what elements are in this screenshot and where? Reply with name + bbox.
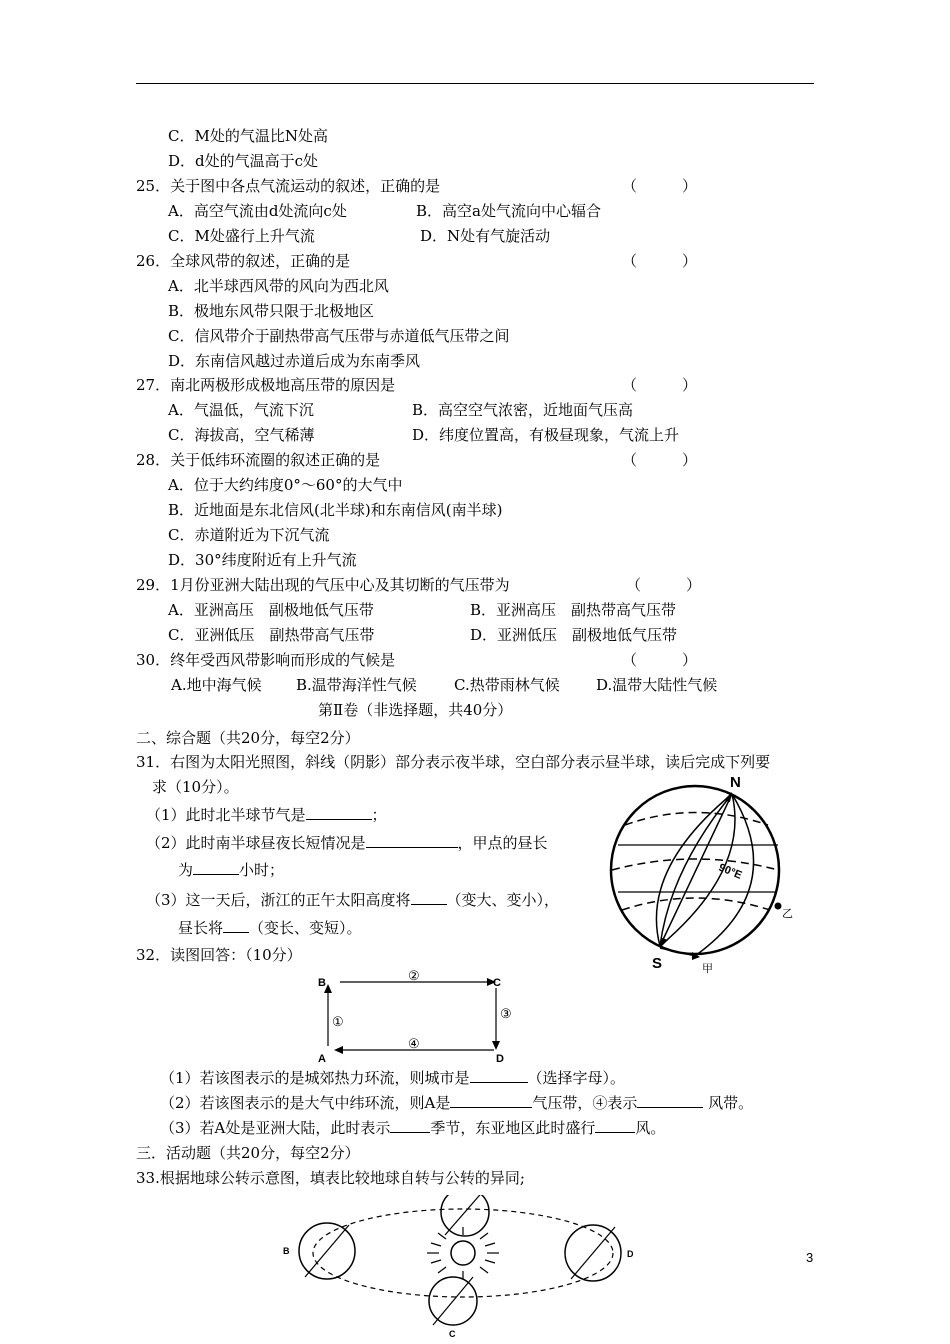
- arrow-4-head: [334, 1046, 343, 1054]
- corner-a-label: A: [318, 1053, 326, 1064]
- q27-option-b: B．高空空气浓密，近地面气压高: [412, 401, 634, 419]
- q30-option-d: D.温带大陆性气候: [596, 676, 718, 694]
- q30-option-b: B.温带海洋性气候: [296, 676, 417, 694]
- circulation-diagram: [310, 968, 520, 1064]
- q31-part3-daylen-choice: （变长、变短）。: [249, 919, 362, 937]
- q29-option-a: A．亚洲高压 副极地低气压带: [168, 601, 374, 619]
- q26-stem: 26．全球风带的叙述，正确的是: [136, 252, 351, 270]
- q24-option-d: D．d处的气温高于c处: [168, 152, 319, 170]
- q32-part3-mid: 季节，东亚地区此时盛行: [430, 1119, 596, 1137]
- q32-part3-blank2[interactable]: [595, 1118, 635, 1133]
- q31-part2-hours-blank[interactable]: [193, 860, 239, 875]
- q30-option-a: A.地中海气候: [171, 676, 262, 694]
- q25-answer-paren: （ ）: [622, 177, 698, 195]
- q27-stem: 27．南北两极形成极地高压带的原因是: [136, 376, 396, 394]
- q31-stem-cont: 求（10分）。: [152, 778, 239, 796]
- q31-part1-blank[interactable]: [306, 805, 372, 820]
- meridian-90e-label: 90°E: [716, 861, 744, 882]
- section-two-heading: 二、综合题（共20分，每空2分）: [136, 729, 360, 747]
- q26-option-a: A．北半球西风带的风向为西北风: [168, 277, 389, 295]
- q28-option-d: D．30°纬度附近有上升气流: [168, 551, 357, 569]
- q24-option-c: C．M处的气温比N处高: [168, 127, 328, 145]
- earth-c-axis: [433, 1277, 473, 1325]
- q32-part3: [160, 1118, 665, 1138]
- earth-d-axis: [571, 1227, 615, 1279]
- q31-part3-blank[interactable]: [411, 890, 447, 905]
- q31-part2-text: （2）此时南半球昼夜长短情况是: [146, 834, 366, 852]
- sun-icon: [451, 1241, 475, 1265]
- meridian-arc-4: [692, 794, 754, 958]
- arrow-1-label: ①: [332, 1014, 344, 1029]
- q31-part2-wei: 为: [178, 861, 194, 879]
- header-rule: [136, 83, 814, 84]
- section-three-heading: 三．活动题（共20分，每空2分）: [136, 1144, 360, 1162]
- q25-option-c: C．M处盛行上升气流: [168, 227, 315, 245]
- q25-option-b: B．高空a处气流向中心辐合: [416, 202, 601, 220]
- q31-part3-daylen: 昼长将: [178, 919, 224, 937]
- q29-option-c: C．亚洲低压 副热带高气压带: [168, 626, 375, 644]
- q31-part2-hours: 小时；: [239, 861, 285, 879]
- jia-pointer: [660, 948, 696, 956]
- q29-answer-paren: （ ）: [626, 576, 702, 594]
- orbit-label-d: D: [627, 1249, 634, 1259]
- q32-part3-text: （3）若A处是亚洲大陆，此时表示: [160, 1119, 391, 1137]
- q30-stem: 30．终年受西风带影响而形成的气候是: [136, 651, 396, 669]
- orbit-path: [313, 1209, 613, 1297]
- arrow-3-head: [492, 1041, 500, 1050]
- earth-position-a: [441, 1195, 489, 1236]
- q26-option-b: B．极地东风带只限于北极地区: [168, 302, 375, 320]
- q29-stem: 29．1月份亚洲大陆出现的气压中心及其切断的气压带为: [136, 576, 510, 594]
- point-jia-label: 甲: [702, 963, 713, 975]
- sunlight-globe-diagram: [600, 770, 800, 980]
- q31-stem: 31．右图为太阳光照图，斜线（阴影）部分表示夜半球，空白部分表示昼半球，读后完成下列要: [136, 753, 771, 771]
- q25-option-a: A．高空气流由d处流向c处: [168, 202, 347, 220]
- q31-part3: [146, 890, 559, 910]
- q28-stem: 28．关于低纬环流圈的叙述正确的是: [136, 451, 381, 469]
- sun-rays: [427, 1227, 499, 1279]
- q30-answer-paren: （ ）: [622, 651, 698, 669]
- q32-part1-blank[interactable]: [470, 1068, 528, 1083]
- q32-part2: [160, 1093, 753, 1113]
- q30-option-c: C.热带雨林气候: [454, 676, 560, 694]
- arrow-3-label: ③: [500, 1006, 512, 1021]
- orbit-label-c: C: [449, 1329, 456, 1339]
- point-yi-label: 乙: [782, 908, 793, 920]
- q32-part1-text: （1）若该图表示的是城郊热力环流，则城市是: [160, 1069, 470, 1087]
- q31-part1: [146, 805, 387, 825]
- q32-part2-blank1[interactable]: [450, 1093, 532, 1108]
- q28-option-c: C．赤道附近为下沉气流: [168, 526, 330, 544]
- corner-c-label: C: [493, 977, 501, 989]
- q32-part2-end: 风带。: [703, 1094, 754, 1112]
- q31-part3-daylen-blank[interactable]: [223, 918, 249, 933]
- q31-part1-text: （1）此时北半球节气是: [146, 806, 306, 824]
- q32-part2-blank2[interactable]: [637, 1093, 703, 1108]
- q28-option-b: B．近地面是东北信风(北半球)和东南信风(南半球): [168, 501, 503, 519]
- north-label: N: [730, 774, 741, 791]
- q26-option-c: C．信风带介于副热带高气压带与赤道低气压带之间: [168, 327, 510, 345]
- arrow-4-label: ④: [408, 1036, 420, 1051]
- orbit-label-b: B: [283, 1246, 290, 1256]
- q25-option-d: D．N处有气旋活动: [420, 227, 551, 245]
- q31-part2-mid: ，甲点的昼长: [457, 834, 548, 852]
- q31-part2-blank[interactable]: [366, 833, 458, 848]
- point-yi-dot: [775, 903, 782, 910]
- q31-part2-line2: [178, 860, 284, 880]
- q32-stem: 32．读图回答：（10分）: [136, 946, 302, 964]
- q28-option-a: A．位于大约纬度0°～60°的大气中: [168, 476, 403, 494]
- q32-part3-blank1[interactable]: [390, 1118, 430, 1133]
- q31-part3-line2: [178, 918, 362, 938]
- south-label: S: [652, 955, 663, 972]
- q31-part3-choice: （变大、变小），: [446, 891, 560, 909]
- earth-orbit-diagram: [275, 1195, 655, 1344]
- earth-b-axis: [305, 1225, 349, 1277]
- q27-answer-paren: （ ）: [622, 376, 698, 394]
- q27-option-d: D．纬度位置高，有极昼现象，气流上升: [412, 426, 680, 444]
- q31-part1-end: ；: [371, 806, 387, 824]
- arrow-2-label: ②: [408, 968, 420, 983]
- q26-option-d: D．东南信风越过赤道后成为东南季风: [168, 352, 421, 370]
- q28-answer-paren: （ ）: [622, 451, 698, 469]
- q32-part1-end: （选择字母）。: [527, 1069, 626, 1087]
- latitude-line-3: [622, 898, 770, 910]
- q32-part3-end: 风。: [635, 1119, 666, 1137]
- earth-a-axis: [445, 1195, 485, 1235]
- q31-part3-text: （3）这一天后，浙江的正午太阳高度将: [146, 891, 411, 909]
- q27-option-c: C．海拔高，空气稀薄: [168, 426, 315, 444]
- q29-option-b: B．亚洲高压 副热带高气压带: [470, 601, 677, 619]
- q29-option-d: D．亚洲低压 副极地低气压带: [470, 626, 678, 644]
- part-two-heading: 第Ⅱ卷（非选择题，共40分）: [318, 701, 513, 719]
- page-number: 3: [806, 1250, 814, 1265]
- q27-option-a: A．气温低，气流下沉: [168, 401, 314, 419]
- q25-stem: 25．关于图中各点气流运动的叙述，正确的是: [136, 177, 441, 195]
- q26-answer-paren: （ ）: [622, 252, 698, 270]
- q32-part2-mid: 气压带，④表示: [532, 1094, 638, 1112]
- corner-b-label: B: [318, 977, 326, 989]
- corner-d-label: D: [496, 1053, 504, 1064]
- q33-stem: 33.根据地球公转示意图，填表比较地球自转与公转的异同;: [136, 1169, 525, 1187]
- q32-part1: [160, 1068, 625, 1088]
- q32-part2-text: （2）若该图表示的是大气中纬环流，则A是: [160, 1094, 451, 1112]
- q31-part2: [146, 833, 548, 853]
